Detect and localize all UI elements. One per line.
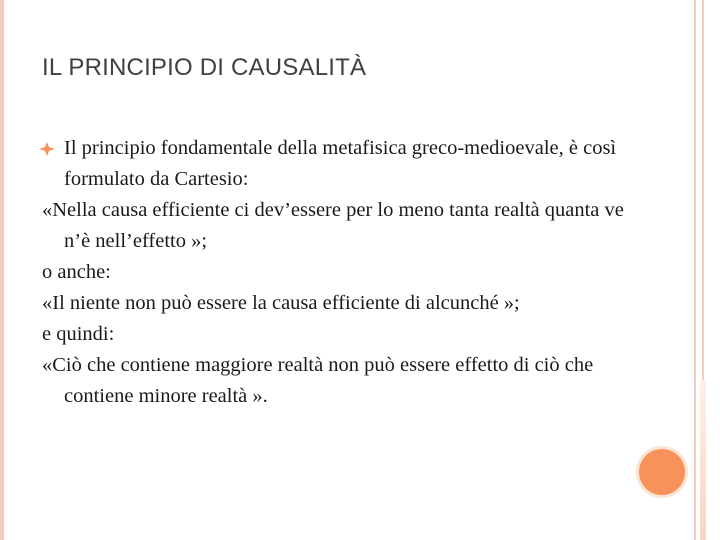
frame-right-border-outer: [694, 0, 696, 540]
decorative-circle: [639, 449, 685, 495]
paragraph-1-text: Il principio fondamentale della metafisica greco-medioevale, è così formulato da Cartesio:: [64, 137, 617, 190]
slide-body: [42, 133, 642, 412]
paragraph-3: o anche:: [42, 261, 111, 283]
four-point-star-icon: [39, 142, 55, 156]
slide-title: IL PRINCIPIO DI CAUSALITÀ: [42, 54, 367, 81]
paragraph-6: «Ciò che contiene maggiore realtà non può essere effetto di ciò che contiene minore realtà ».: [42, 354, 594, 407]
decorative-bar: [700, 380, 706, 540]
frame-left-border: [0, 0, 4, 540]
paragraph-2: «Nella causa efficiente ci dev’essere per lo meno tanta realtà quanta ve n’è nell’effetto »;: [42, 199, 624, 252]
paragraph-4: «Il niente non può essere la causa efficiente di alcunché »;: [42, 292, 520, 314]
paragraph-5: e quindi:: [42, 323, 115, 345]
paragraph-1: [42, 133, 642, 195]
